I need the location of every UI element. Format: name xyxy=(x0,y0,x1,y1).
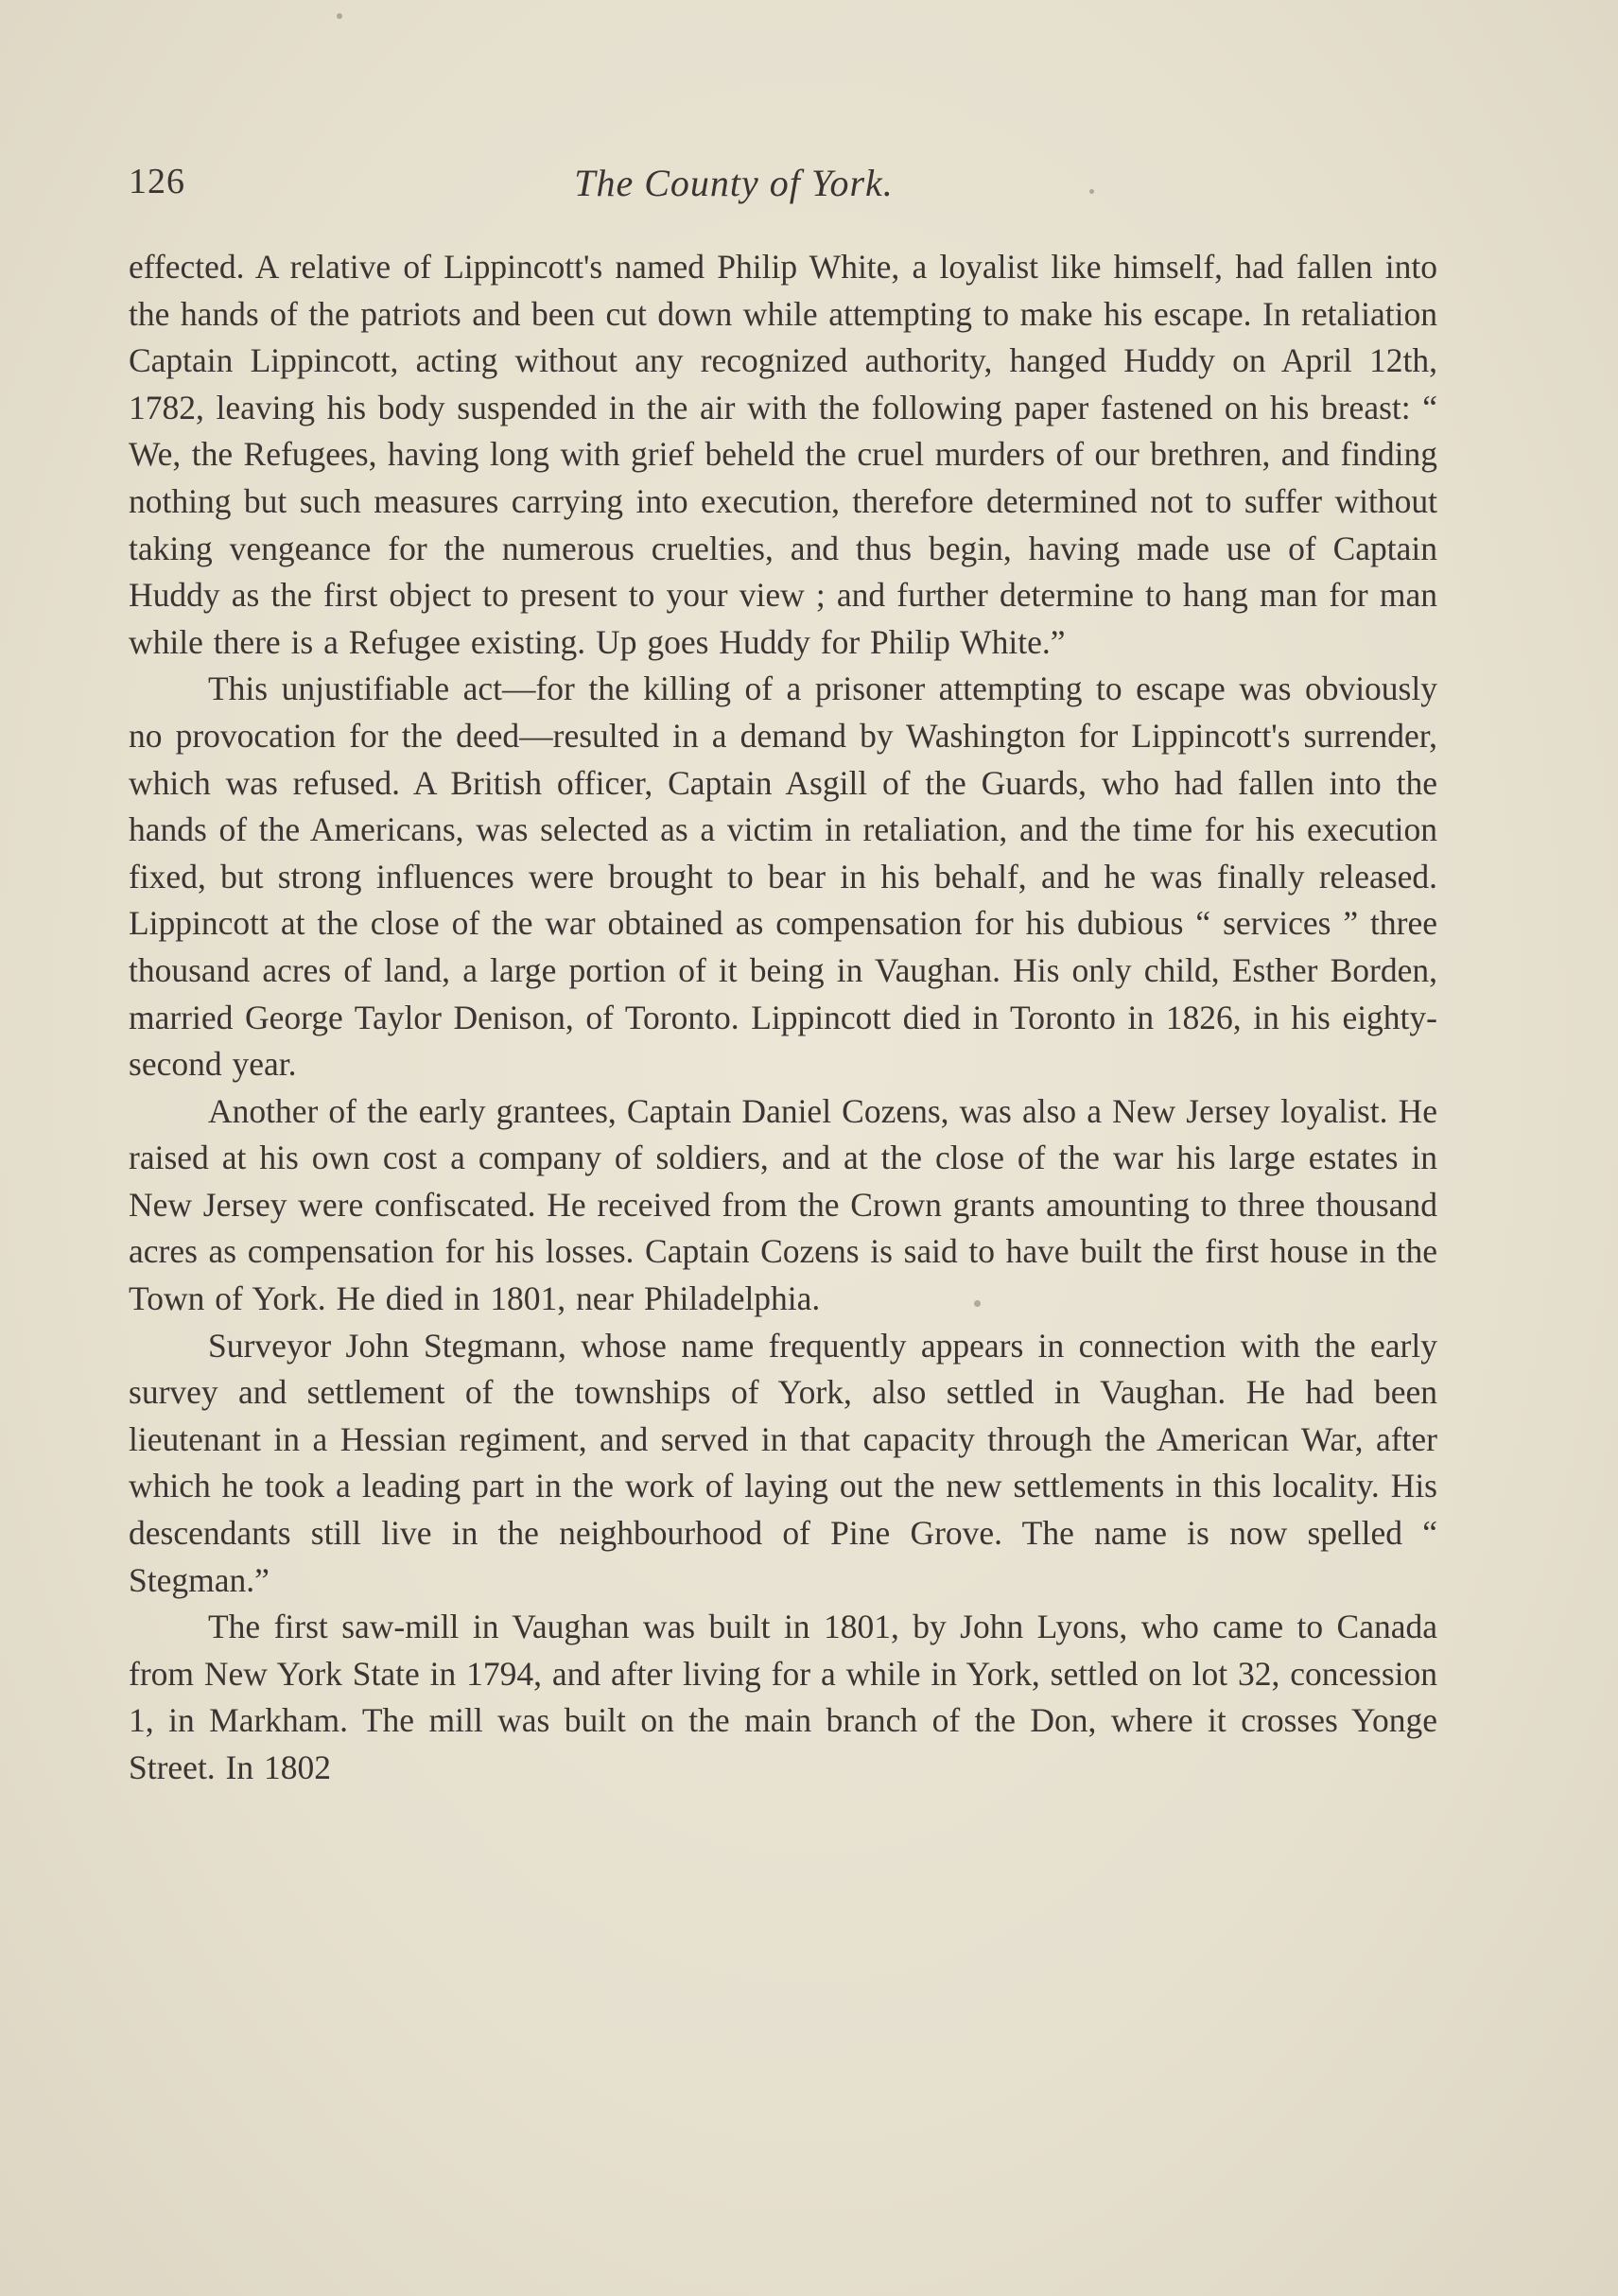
paragraph-stegmann: Surveyor John Stegmann, whose name frequently appears in connection with the early survey and settlement of the townships of York, also settled in Vaughan. He had been lieutenant in a Hessian regiment, and served in that capacity through the American War, after which he took a leading part in the work of laying out the new settlements in this locality. His descendants still live in the neighbourhood of Pine Grove. The name is now spelled “ Stegman.” xyxy=(129,1326,1437,1599)
page-number: 126 xyxy=(129,162,185,201)
paragraph-saw-mill: The first saw-mill in Vaughan was built in 1801, by John Lyons, who came to Canada from New York State in 1794, and after living for a while in York, settled on lot 32, concession 1, in Markham. The mill was built on the main branch of the Don, where it crosses Yonge Street. In 1802 xyxy=(129,1608,1437,1786)
paragraph-cozens: Another of the early grantees, Captain Daniel Cozens, was also a New Jersey loyalist. He raised at his own cost a company of soldiers, and at the close of the war his large estates in New Jersey were confiscated. He received from the Crown grants amounting to three thousand acres as compensation for his losses. Captain Cozens is said to have built the first house in the Town of York. He died in 1801, near Philadelphia. xyxy=(129,1091,1437,1318)
paper-speck xyxy=(337,13,342,19)
running-head xyxy=(129,161,1443,214)
paragraph-huddy-hanging: effected. A relative of Lippincott's named Philip White, a loyalist like himself, had fallen into the hands of the patriots and been cut down while attempting to make his escape. In retaliation Captain Lippincott, acting without any recognized authority, hanged Huddy on April 12th, 1782, leaving his body suspended in the air with the following paper fastened on his breast: “ We, the Refugees, having long with grief beheld the cruel murders of our brethren, and finding nothing but such measures carrying into execution, therefore determined not to suffer without taking vengeance for the numerous cruelties, and thus begin, having made use of Captain Huddy as the first object to present to your view ; and further determine to hang man for man while there is a Refugee existing. Up goes Huddy for Philip White.” xyxy=(129,248,1437,661)
running-title: The County of York. xyxy=(574,162,894,204)
paragraph-lippincott: This unjustifiable act—for the killing of a prisoner attempting to escape was obviously no provocation for the deed—resulted in a demand by Washington for Lippincott's surrender, which was refused. A British officer, Captain Asgill of the Guards, who had fallen into the hands of the Americans, was selected as a victim in retaliation, and the time for his execution fixed, but strong influences were brought to bear in his behalf, and he was finally released. Lippincott at the close of the war obtained as compensation for his dubious “ services ” three thousand acres of land, a large portion of it being in Vaughan. His only child, Esther Borden, married George Taylor Denison, of Toronto. Lippincott died in Toronto in 1826, in his eighty-second year. xyxy=(129,670,1437,1084)
body-text xyxy=(129,244,1437,1792)
